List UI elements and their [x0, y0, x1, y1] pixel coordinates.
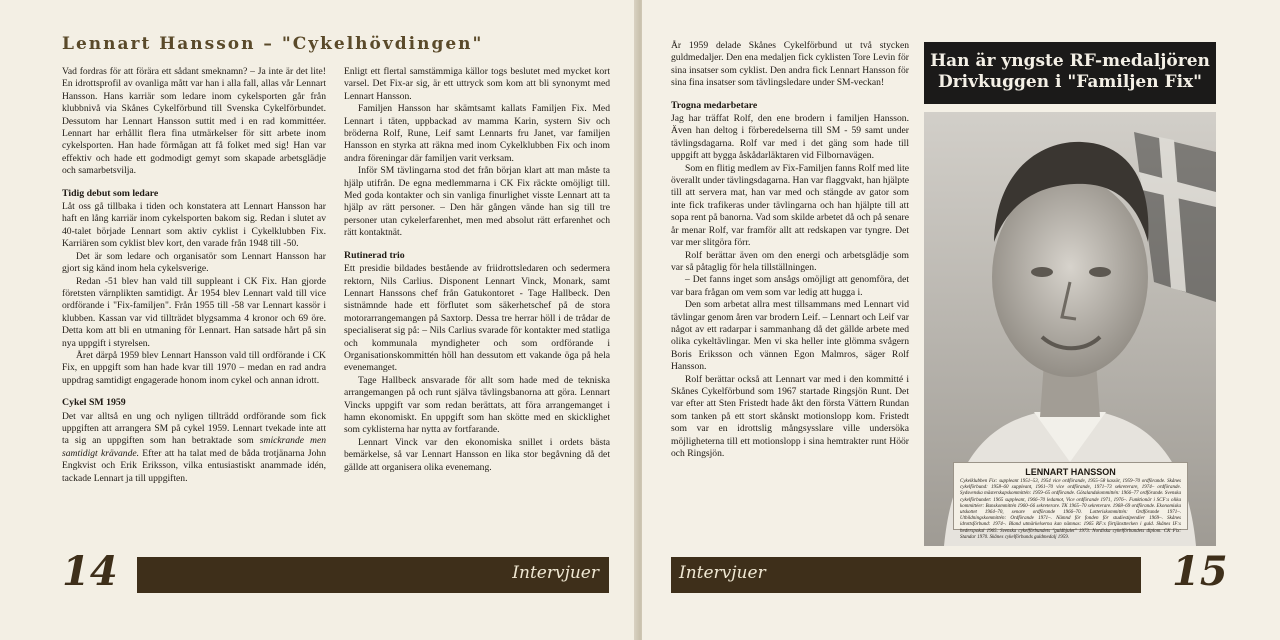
paragraph: – Det fanns inget som ansågs omöjligt att genomföra, det var bara frågan om vem som var ledig att hugga i.: [671, 274, 909, 298]
emphasized-text: smickrande men samtidigt krävande.: [62, 435, 326, 459]
paragraph: Låt oss gå tillbaka i tiden och konstatera att Lennart Hansson har haft en lång karriär inom cykelsporten bakom sig. Redan i slutet av 40-talet började Lennart som aktiv cyklist i Cykelklubben Fix. Karriären som cyklist blev kort, den varade från 1948 till -50.: [62, 201, 326, 250]
subheading-trogna-medarbetare: Trogna medarbetare: [671, 99, 758, 111]
left-column-2: [344, 66, 610, 474]
subheading-cykel-sm: Cykel SM 1959: [62, 397, 126, 409]
paragraph: Året därpå 1959 blev Lennart Hansson vald till ordförande i CK Fix, en uppgift som han hade kvar till 1970 – medan en rad andra uppdrag samtidigt engagerade honom inom cykel och annan idrott.: [62, 349, 326, 386]
text-run: Efter att ha talat med de båda trotjänarna John Engkvist och Erik Eriksson, vilka entusiastiskt anammade idén, tackade Lennart ja till uppgiften.: [62, 447, 326, 484]
headline-line-2: Drivkuggen i "Familjen Fix": [937, 72, 1203, 92]
paragraph: [62, 411, 326, 485]
paragraph: Rolf berättar även om den energi och arbetsglädje som var så påtaglig för hela tillställningen.: [671, 249, 909, 273]
left-page: [0, 0, 638, 640]
paragraph: Det är som ledare och organisatör som Lennart Hansson har gjort sig känd inom hela cykelsverige.: [62, 250, 326, 275]
subheading-rutinerad-trio: Rutinerad trio: [344, 249, 405, 261]
paragraph: Redan -51 blev han vald till suppleant i CK Fix. Han gjorde företsten värnplikten samtidigt. År 1954 blev Lennart vald till vice ordförande i "Fix-familjen". Från 1955 till -58 var Lennart kassör i klubben. Kassan var vid tillträdet blygsamma 4 kronor och 69 öre. Detta kom att bli en utmaning för Lennart. Han satsade hårt på sin nya uppgift i styrelsen.: [62, 275, 326, 349]
caption-text: Cykelklubben Fix: suppleant 1951–53, 1954 vice ordförande, 1955–58 kassör, 1959–70 ordförande. Skånes cykelförbund: 1958–60 suppleant, 1961–70 vice ordförande, 1971–73 sekreterare, 1974– ordförande. Sydsvenska mästerskapskommittén: 1959–65 ordförande. Götalandskommittén: 1966–77 ordförande. Svenska cykelförbundet: 1965 suppleant, 1966–70 ledamot, Vice ordförande 1971, 1976–. Funktionär i SCF:s olika kommittéer: Banskommittén 1960–66 sekreterare. TK 1965–70 sekreterare. 1968–69 ordförande. Ekonomiska utskottet 1964–70, senare ordförande 1966–70. Lotteriskommittén: Ordförande 1971–. Utbildningskommittén: Ordförande 1971–. Nämnd för fonden för studiestipendier 1969–. Skånes idrottsförbund: 1974–. Bland utmärkelserna kan nämnas: 1965 RF:s förtjänsttecken i guld. Skånes IF:s hederspokal 1965. Svenska cykelförbundets "guldhjulet" 1973. Nordiska cykelförbundets diplom. CK Fix: Standar 1970. Skånes cykelförbunds guldmedalj 1959.: [960, 479, 1181, 540]
paragraph: Jag har träffat Rolf, den ene brodern i familjen Hansson. Även han deltog i förberedelserna till SM - 59 samt under tävlingsdagarna. Rolf var med i det gäng som hade till uppgift att bygga åskådarläktaren vid Filbornavägen.: [671, 113, 909, 162]
text-run: Det var alltså en ung och nyligen tillträdd ordförande som fick uppgiften att arrangera SM på cykel 1959. Lennart tvekade inte att ta sig an uppgiften som han betraktade som: [62, 410, 326, 447]
headline-line-1: Han är yngste RF-medaljören: [930, 51, 1210, 71]
paragraph: Familjen Hansson har skämtsamt kallats Familjen Fix. Med Lennart i täten, uppbackad av mamma Karin, systern Siv och bröderna Rolf, Rune, Leif samt Lennarts fru Janet, var familjen Hansson en styrka att räkna med inom Cykelklubben Fix och inom andra föreningar där familjen varit verksam.: [344, 103, 610, 164]
left-column-1: [62, 66, 326, 485]
paragraph: År 1959 delade Skånes Cykelförbund ut två stycken guldmedaljer. Den ena medaljen fick cyklisten Tore Levin för sina insatser som cyklist. Den andra fick Lennart Hansson för sina fina insatser som tävlingsledare under SM-veckan!: [671, 40, 909, 89]
paragraph: Inför SM tävlingarna stod det från början klart att man måste ta hjälp utifrån. De egna medlemmarna i CK Fix räckte omöjligt till. Med goda kontakter och sin vanliga finurlighet visste Lennart att ta hjälp av rätt personer. – Den här gången vände han sig till tre personer utan cykelerfarenhet, men med absolut rätt erfarenhet och rätt kontaktnät.: [344, 165, 610, 239]
section-label: Intervjuer: [679, 563, 766, 583]
paragraph: Den som arbetat allra mest tillsammans med Lennart vid tävlingar genom åren var brodern Leif. – Lennart och Leif var något av ett radarpar i sammanhang då det gällde arbete med olika cykeltävlingar. Men vi ska heller inte glömma svågern Boris Eriksson och vännen Egon Malmros, säger Rolf Hansson.: [671, 299, 909, 373]
intro-paragraph: Vad fordras för att förära ett sådant smeknamn? – Ja inte är det lite! En idrottsprofil av ovanliga mått var han i alla fall, allas vår Lennart Hansson. Hans karriär som ledare inom cykelsporten går från klubbnivå via Skånes Cykelförbund till Svenska Cykelförbundet. Dessutom har Lennart Hansson suttit med i en rad kommittéer. Lennart har erhållit flera fina utmärkelser för sitt arbete inom cykelsporten. Han hade förmågan att få folket med sig! Han var effektiv och hade ett godmodigt gemyt som skapade arbetsglädje och samarbetsvilja.: [62, 66, 326, 177]
caption-box: [953, 462, 1188, 540]
subheading-tidig-debut: Tidig debut som ledare: [62, 187, 159, 199]
paragraph: Tage Hallbeck ansvarade för allt som hade med de tekniska arrangemangen på och runt själva tävlingsbanorna att göra. Lennart Vincks uppgift var som redan berättats, att föra arrangemanget i hamn ekonomiskt. En uppgift som han skötte med en skicklighet som cyklisterna har nytta av fortfarande.: [344, 374, 610, 436]
paragraph: Ett presidie bildades bestående av friidrottsledaren och sedermera rektorn, Nils Carlius. Disponent Lennart Vinck, Monark, samt Lennart Hanssons chef från Gatukontoret - Tage Hallbeck. Den sistnämnde hade ett förflutet som säkerhetschef på de stora motorarrangemangen på Saxtorp. Dessa tre herrar höll i de trådar de specialiserat sig på: – Nils Carlius svarade för kontakter med statliga och kommunala myndigheter och som ordförande i Organisationskommittén höll han dessutom ett vakande öga på hela evenemanget.: [344, 263, 610, 374]
paragraph: Lennart Vinck var den ekonomiska snillet i ordets bästa bemärkelse, så var Lennart Hansson en lika stor begåvning då det gällde att organisera olika evenemang.: [344, 436, 610, 473]
paragraph: Rolf berättar också att Lennart var med i den kommitté i Skånes Cykelförbund som 1967 startade Ringsjön Runt. Det var efter att Sten Fristedt hade åkt den första Vättern Rundan som tanken på ett stort skånskt motionslopp kom. Fristedt som var en idrottslig mångsysslare ville undersöka möjligheterna till ett motionslopp i sina hemtrakter runt Höör och Ringsjön.: [671, 373, 909, 459]
page-number: 14: [62, 548, 118, 595]
right-column: [671, 40, 909, 460]
paragraph: Enligt ett flertal samstämmiga källor togs beslutet med mycket kort varsel. Det Fix-ar sig, är ett uttryck som kom att bli synonymt med Lennart Hansson.: [344, 66, 610, 102]
article-title: Lennart Hansson – "Cykelhövdingen": [62, 34, 484, 54]
caption-title: LENNART HANSSON: [1025, 467, 1116, 477]
footer-bar: [137, 557, 609, 593]
page-number: 15: [1172, 548, 1228, 595]
headline-box: [924, 42, 1216, 104]
section-label: Intervjuer: [512, 563, 599, 583]
paragraph: Som en flitig medlem av Fix-Familjen fanns Rolf med lite överallt under tävlingsdagarna. Han var flaggvakt, han hjälpte till att servera mat, han var med och stängde av gator som inte fick trafikeras under tävlingarna och han hjälpte till att sopa rent på banorna. Vad som skilde arbetet då och på senare år menar Rolf, var framför allt att redskapen var tyngre. Det var mer slitgöra förr.: [671, 162, 909, 249]
footer-bar: [671, 557, 1141, 593]
